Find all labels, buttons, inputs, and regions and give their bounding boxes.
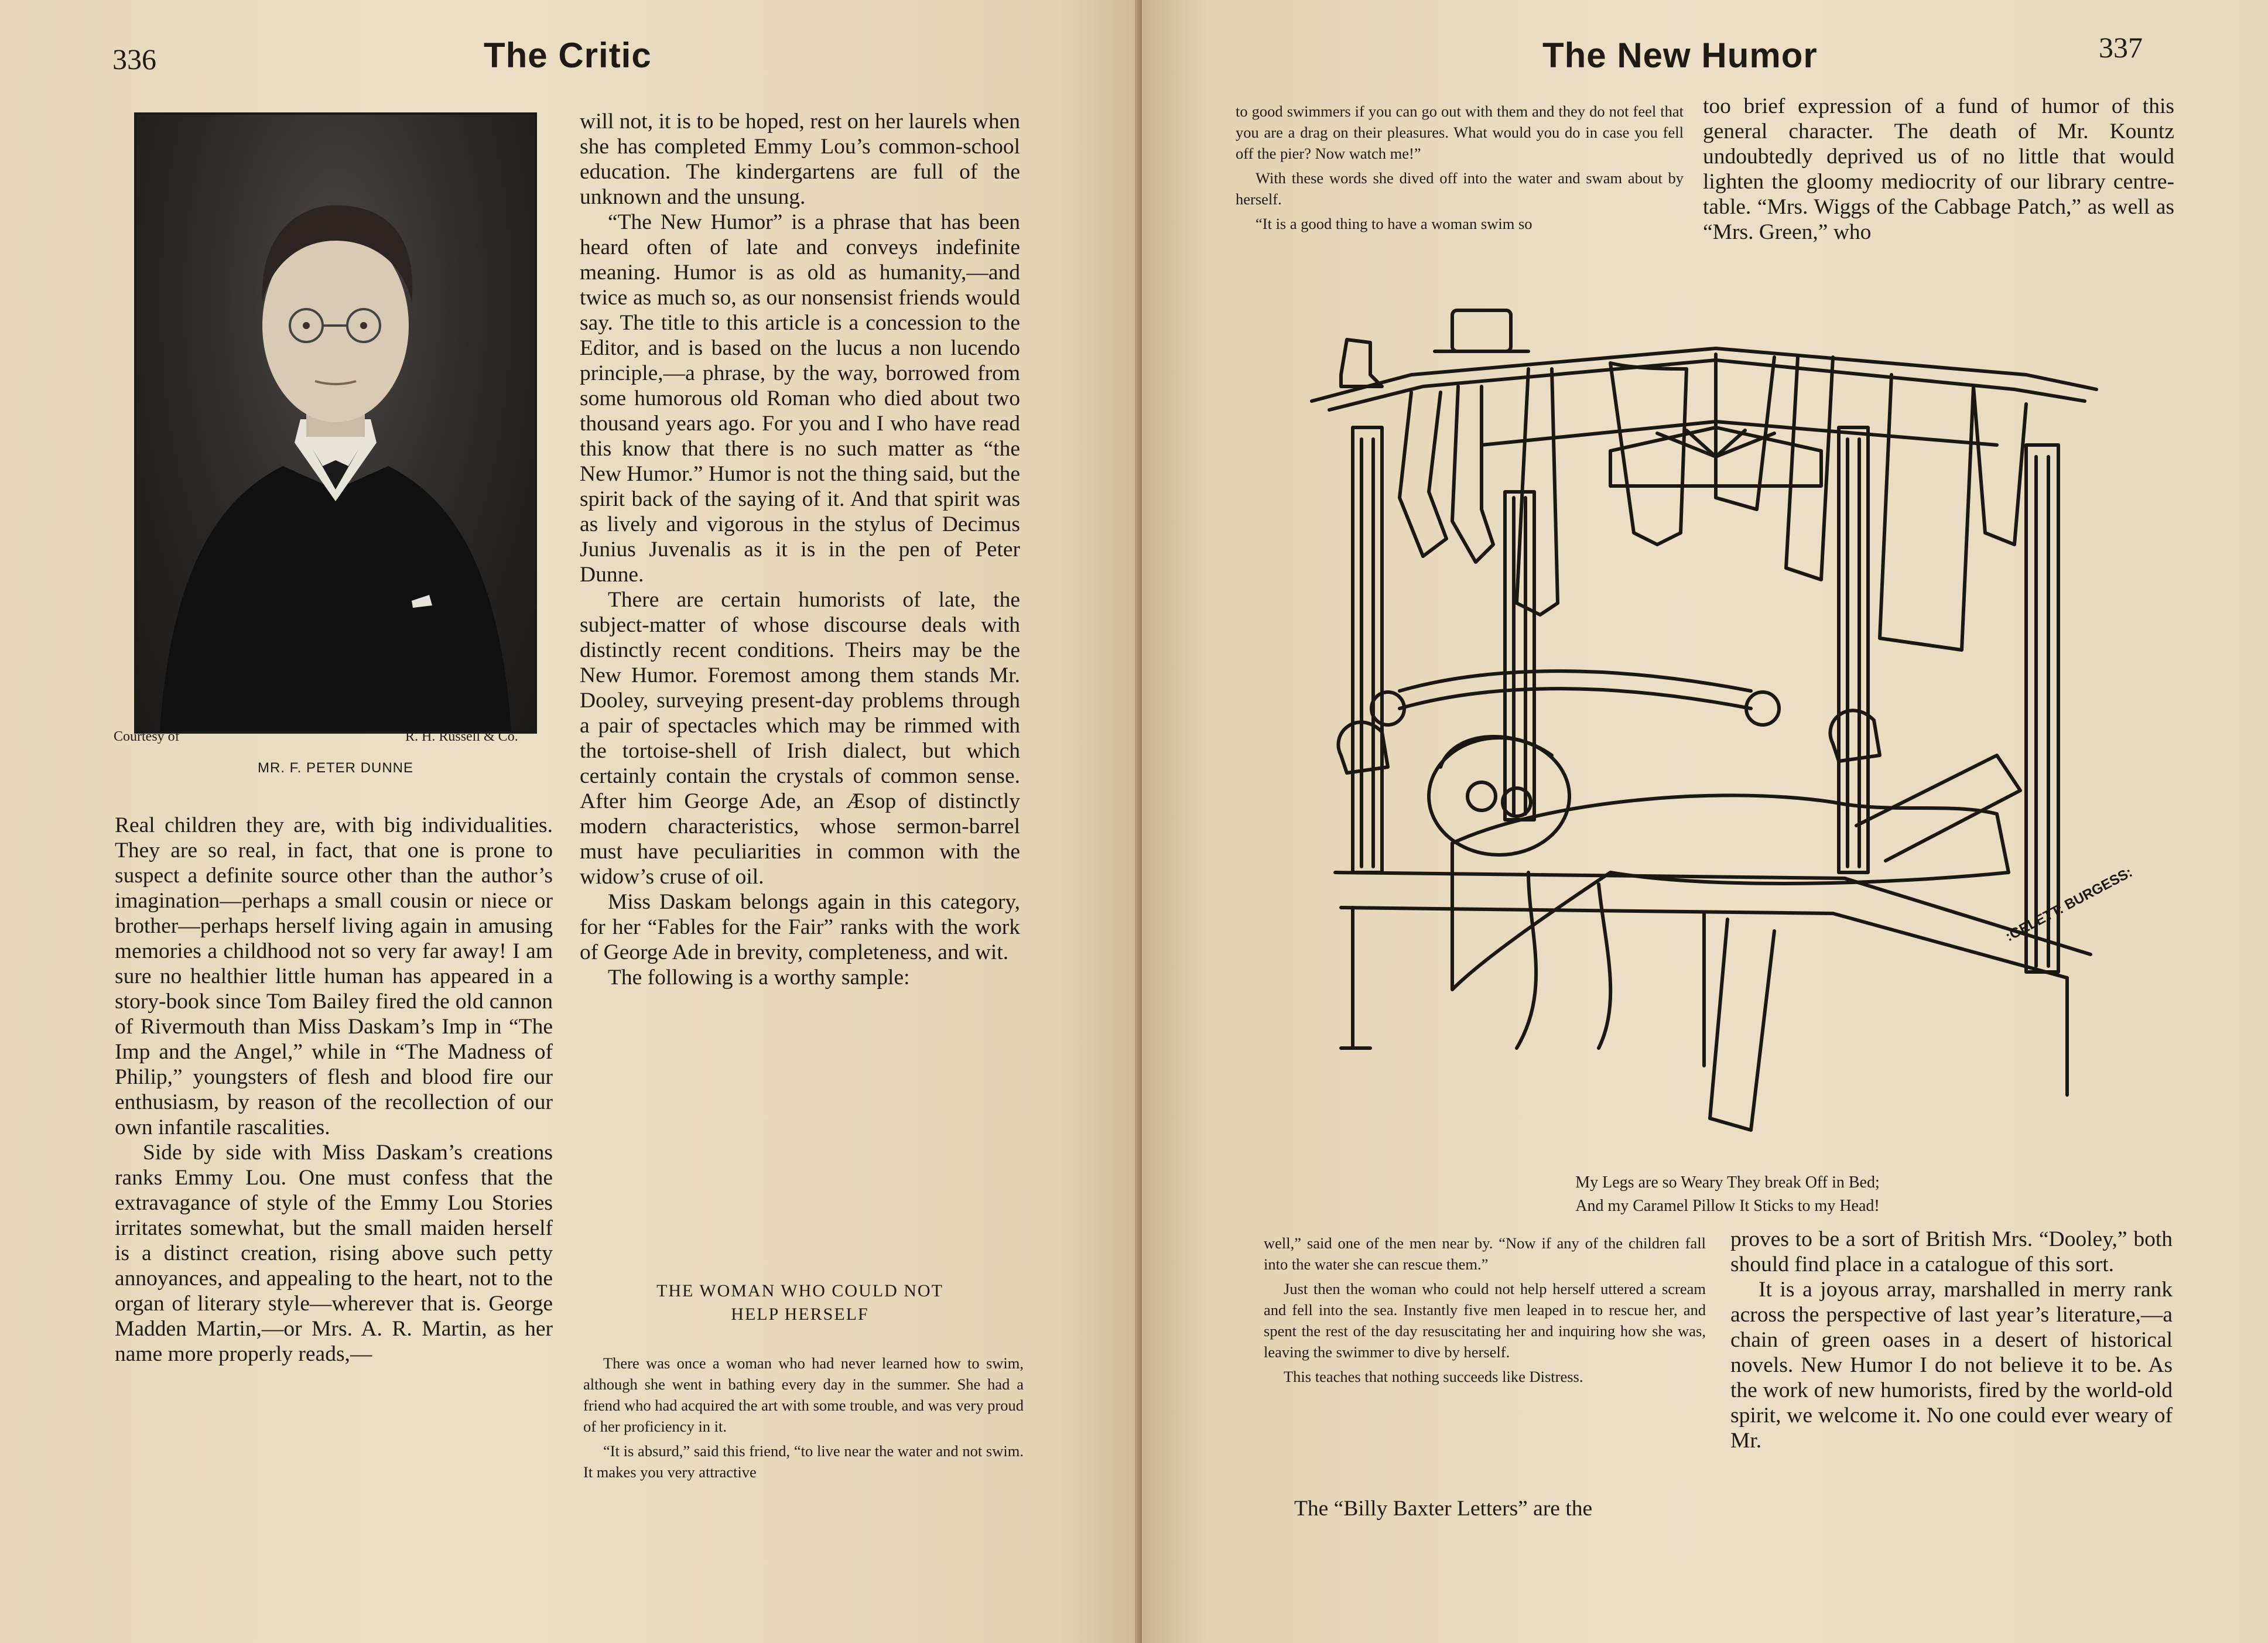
paragraph: too brief expression of a fund of humor of this general character. The death of Mr. Kountz undoubtedly deprived us of no little that would lighten the gloomy mediocrity of our library centre-table. “Mrs. Wiggs of the Cabbage Patch,” as well as “Mrs. Green,” who: [1703, 94, 2174, 244]
right-top-column-1: [1236, 101, 1684, 238]
story-title-line: THE WOMAN WHO COULD NOT: [656, 1281, 943, 1300]
caption-line: And my Caramel Pillow It Sticks to my Head!: [1575, 1197, 1880, 1215]
bed-illustration: [1306, 287, 2135, 1171]
running-head: The New Humor: [1542, 36, 1818, 75]
page-number: 337: [2099, 31, 2143, 64]
left-column-2: [580, 109, 1020, 990]
right-top-column-2: [1703, 94, 2174, 245]
portrait-figure: [136, 115, 535, 731]
story-title: [580, 1279, 1020, 1326]
paragraph: There are certain humorists of late, the subject-matter of whose discourse deals with distinctly recent conditions. Theirs may be the New Humor. Foremost among them stands Mr. Dooley, surveying present-day problems through a pair of spectacles which may be rimmed with the tortoise-shell of Irish dialect, but which certainly contain the crystals of common sense. After him George Ade, an Æsop of distinctly modern characteristics, whose sermon-barrel must have peculiarities in common with the widow’s cruse of oil.: [580, 588, 1020, 889]
right-bottom-column-1-end: [1294, 1496, 1710, 1521]
story-paragraph: well,” said one of the men near by. “Now if any of the children fall into the water she can rescue them.”: [1264, 1234, 1706, 1273]
illustration-caption: [1435, 1171, 2020, 1218]
photo-caption: MR. F. PETER DUNNE: [258, 760, 414, 776]
story-paragraph: Just then the woman who could not help herself uttered a scream and fell into the sea. Instantly five men leaped in to rescue her, and spent the rest of the day resuscitating her and inquiring how she was, leaving the swimmer to dive by herself.: [1264, 1280, 1706, 1361]
photo-credit-left: Courtesy of: [114, 729, 180, 744]
paragraph: The following is a worthy sample:: [608, 966, 910, 990]
caption-line: My Legs are so Weary They break Off in Bed;: [1575, 1173, 1880, 1192]
running-head: The Critic: [484, 36, 652, 75]
right-bottom-column-2: [1730, 1227, 2173, 1453]
paragraph: Miss Daskam belongs again in this category, for her “Fables for the Fair” ranks with the work of George Ade in brevity, completeness, and wit.: [580, 890, 1020, 964]
paragraph: Real children they are, with big individualities. They are so real, in fact, that one is prone to suspect a definite source other than the author’s imagination—perhaps a small cousin or niece or brother—perhaps herself living again in amusing memories a childhood not so very far away! I am sure no healthier little human has appeared in a story-book since Tom Bailey fired the old cannon of Rivermouth than Miss Daskam’s Imp in “The Imp and the Angel,” while in “The Madness of Philip,” youngsters of flesh and blood fire our enthusiasm, by reason of the recollection of our own infantile rascalities.: [115, 813, 553, 1139]
story-paragraph: “It is absurd,” said this friend, “to live near the water and not swim. It makes you very attractive: [583, 1442, 1024, 1481]
paragraph: “The New Humor” is a phrase that has been heard often of late and conveys indefinite meaning. Humor is as old as humanity,—and twice as much so, as our nonsensist friends would say. The title to this article is a concession to the Editor, and is based on the lucus a non lucendo principle,—a phrase, by the way, borrowed from some humorous old Roman who died about two thousand years ago. For you and I who have read this know that there is no such matter as “the New Humor.” Humor is not the thing said, but the spirit back of the saying of it. And that spirit was as lively and vigorous in the stylus of Decimus Junius Juvenalis as it is in the pen of Peter Dunne.: [580, 210, 1020, 587]
portrait-photo: [134, 112, 537, 734]
artist-signature: :GELETT: BURGESS:: [2003, 864, 2135, 945]
story-paragraph: There was once a woman who had never learned how to swim, although she went in bathing every day in the summer. She had a friend who had acquired the art with some trouble, and was very proud of her proficiency in it.: [583, 1354, 1024, 1435]
left-column-1: [115, 813, 553, 1367]
story-paragraph: With these words she dived off into the water and swam about by herself.: [1236, 169, 1684, 208]
photo-credit-right: R. H. Russell & Co.: [405, 729, 518, 744]
page-number: 336: [112, 43, 156, 76]
story-title-line: HELP HERSELF: [731, 1305, 869, 1324]
story-paragraph: “It is a good thing to have a woman swim so: [1256, 215, 1532, 232]
paragraph: Side by side with Miss Daskam’s creations ranks Emmy Lou. One must confess that the extravagance of style of the Emmy Lou Stories irritates somewhat, but the small maiden herself is a distinct creation, rising above such petty annoyances, and appealing to the heart, not to the organ of literary style—wherever that is. George Madden Martin,—or Mrs. A. R. Martin, as her name more properly reads,—: [115, 1141, 553, 1366]
paragraph: will not, it is to be hoped, rest on her laurels when she has completed Emmy Lou’s common-school education. The kindergartens are full of the unknown and the unsung.: [580, 109, 1020, 209]
story-body: [583, 1353, 1024, 1486]
paragraph: proves to be a sort of British Mrs. “Dooley,” both should find place in a catalogue of this sort.: [1730, 1227, 2173, 1276]
right-bottom-column-1: [1264, 1233, 1706, 1391]
paragraph: The “Billy Baxter Letters” are the: [1294, 1497, 1593, 1521]
paragraph: It is a joyous array, marshalled in merry rank across the perspective of last year’s literature,—a chain of green oases in a desert of historical novels. New Humor I do not believe it to be. As the work of new humorists, fired by the world-old spirit, we welcome it. No one could ever weary of Mr.: [1730, 1278, 2173, 1453]
story-paragraph: This teaches that nothing succeeds like Distress.: [1284, 1368, 1583, 1385]
story-paragraph: to good swimmers if you can go out with them and they do not feel that you are a drag on their pleasures. What would you do in case you fell off the pier? Now watch me!”: [1236, 102, 1684, 162]
